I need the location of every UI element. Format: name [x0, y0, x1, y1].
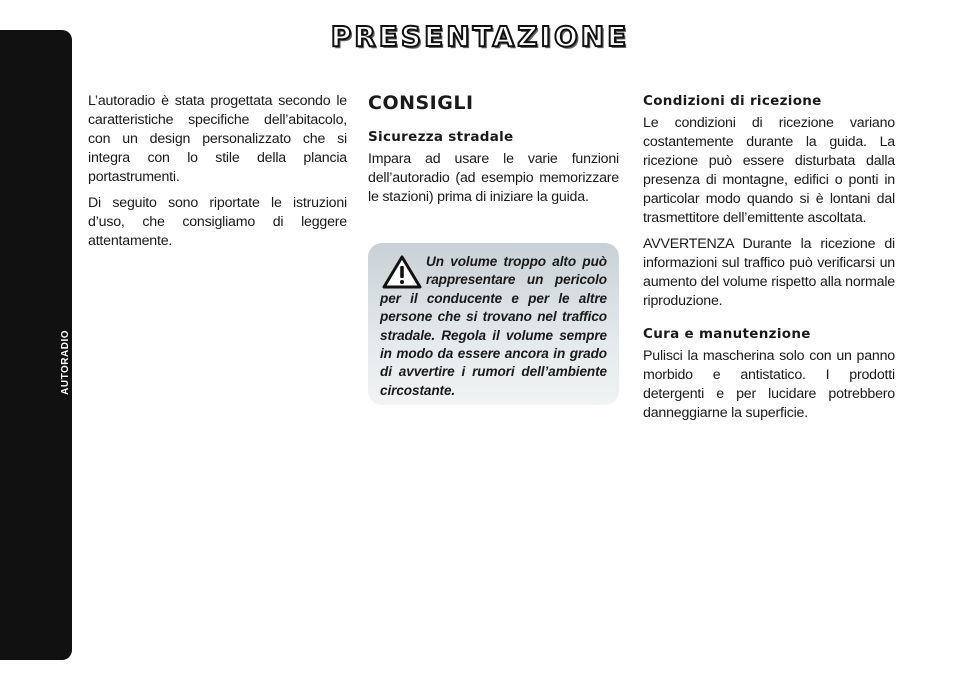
- page-number: 248: [29, 668, 58, 687]
- maintenance-heading: Cura e manutenzione: [643, 326, 811, 342]
- safety-text: Impara ad usare le varie funzioni dell’autoradio (ad esempio memorizzare le stazioni) prima di iniziare la guida.: [368, 151, 619, 205]
- consigli-column: [368, 92, 619, 214]
- safety-heading: Sicurezza stradale: [368, 129, 514, 145]
- maintenance-text: Pulisci la mascherina solo con un panno morbido e antistatico. I prodotti detergenti e per lucidare potrebbero danneggiarne la superficie.: [643, 348, 895, 421]
- reception-note: AVVERTENZA Durante la ricezione di informazioni sul traffico può verificarsi un aumento del volume rispetto alla normale riproduzione.: [643, 236, 895, 309]
- intro-paragraph: L’autoradio è stata progettata secondo le caratteristiche specifiche dell’abitacolo, con un design personalizzato che si integra con lo stile della plancia portastrumenti.: [88, 93, 347, 185]
- page-title: PRESENTAZIONE: [330, 20, 630, 53]
- intro-paragraph: Di seguito sono riportate le istruzioni d’uso, che consigliamo di leggere attentamente.: [88, 195, 347, 249]
- warning-triangle-icon: [382, 255, 422, 289]
- reception-text: Le condizioni di ricezione variano costantemente durante la guida. La ricezione può essere disturbata dalla presenza di montagne, edifici o ponti in particolar modo quando si è lontani dal trasmettitore dell’emittente ascoltata.: [643, 115, 895, 226]
- warning-text: Un volume troppo alto può rappresentare un pericolo per il conducente e per le altre persone che si trovano nel traffico stradale. Regola il volume sempre in modo da essere ancora in grado di avvertire i rumori dell’ambiente circostante.: [380, 254, 607, 398]
- section-label: AUTORADIO: [60, 330, 71, 395]
- reception-column: [643, 92, 895, 430]
- intro-column: [88, 92, 347, 258]
- consigli-heading: CONSIGLI: [368, 92, 474, 114]
- reception-heading: Condizioni di ricezione: [643, 93, 822, 109]
- warning-box: [368, 243, 619, 405]
- section-sidebar: [0, 30, 72, 687]
